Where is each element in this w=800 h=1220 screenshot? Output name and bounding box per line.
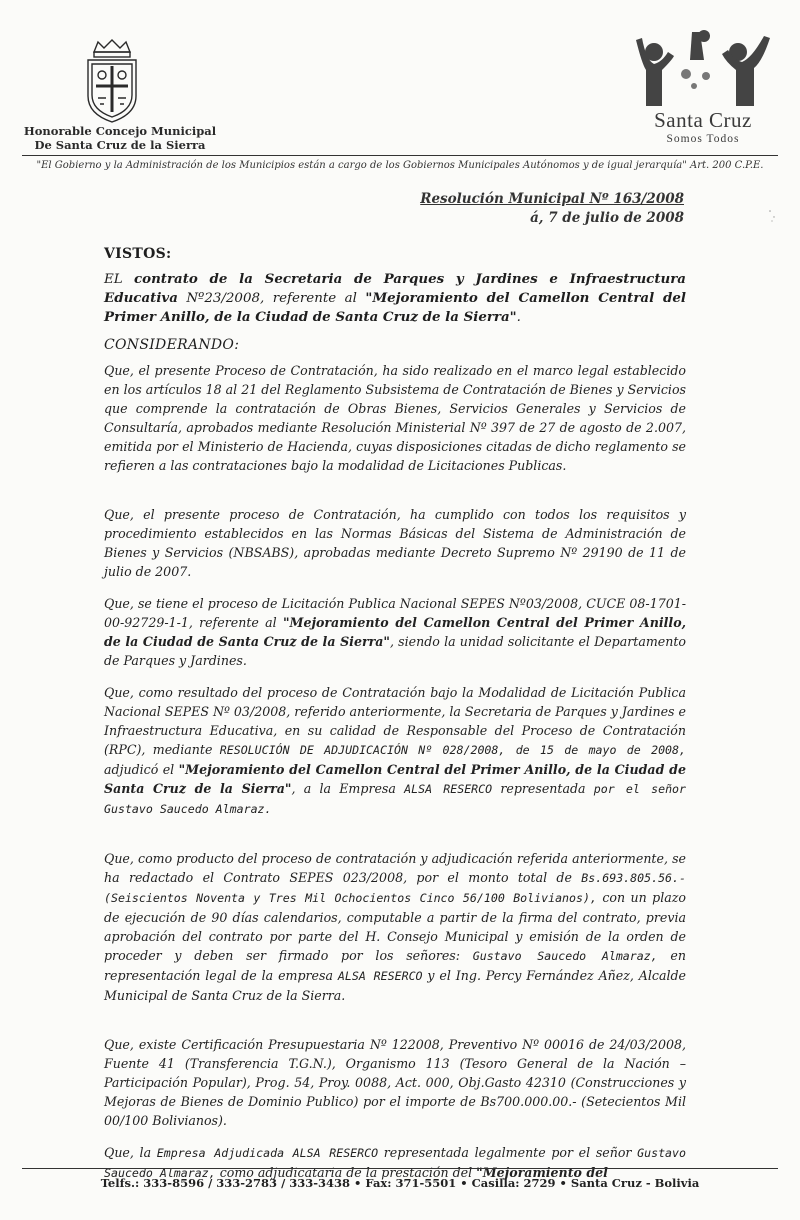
resolution-date: á, 7 de julio de 2008 — [530, 210, 684, 226]
resolution-number: Resolución Municipal Nº 163/2008 — [420, 191, 684, 207]
considerando-paragraph-2: Que, el presente proceso de Contratación, ha cumplido con todos los requisitos y procedimiento establecidos en las Normas Básicas del Sistema de Administración de Bienes y Servicios (NBSABS), aprobadas mediante Decreto Supremo Nº 29190 de 11 de julio de 2007. — [104, 507, 686, 579]
considerando-heading: CONSIDERANDO: — [104, 337, 240, 353]
considerando-paragraph-5: Que, como producto del proceso de contratación y adjudicación referida anteriormente, se ha redactado el Contrato SEPES 023/2008, por el monto total de Bs.693.805.56.- (Seiscientos Noventa y Tres Mil Ochocientos Cinco 56/100 Bolivianos), con un plazo de ejecución de 90 días calendarios, computable a partir de la firma del contrato, previa aprobación del contrato por parte del H. Consejo Municipal y emisión de la orden de proceder y deben ser firmado por los señores: Gustavo Saucedo Almaraz, en representación legal de la empresa ALSA RESERCO y el Ing. Percy Fernández Añez, Alcalde Municipal de Santa Cruz de la Sierra. — [104, 851, 686, 1003]
document-body — [104, 246, 686, 1183]
municipal-crest-icon — [82, 38, 142, 124]
people-figures-icon — [628, 30, 778, 108]
santa-cruz-logo — [628, 30, 778, 150]
header-divider — [22, 155, 778, 156]
considerando-paragraph-6: Que, existe Certificación Presupuestaria Nº 122008, Preventivo Nº 00016 de 24/03/2008, Fuente 41 (Transferencia T.G.N.), Organismo 113 (Tesoro General de la Nación – Participación Popular), Prog. 54, Proy. 0088, Act. 000, Obj.Gasto 42310 (Construcciones y Mejoras de Bienes de Dominio Publico) por el importe de Bs700.000.00.- (Setecientos Mil 00/100 Bolivianos). — [104, 1037, 686, 1128]
considerando-paragraph-3: Que, se tiene el proceso de Licitación Publica Nacional SEPES Nº03/2008, CUCE 08-1701-00-92729-1-1, referente al "Mejoramiento del Camellon Central del Primer Anillo, de la Ciudad de Santa Cruz de la Sierra", siendo la unidad solicitante el Departamento de Parques y Jardines. — [104, 596, 686, 668]
footer-divider — [22, 1168, 778, 1169]
council-name: Honorable Concejo Municipal De Santa Cruz de la Sierra — [23, 124, 217, 152]
constitution-motto: "El Gobierno y la Administración de los Municipios están a cargo de los Gobiernos Municipales Autónomos y de igual jerarquía" Art. 200 C.P.E. — [36, 160, 764, 171]
scan-speck-icon — [767, 208, 777, 224]
logo-name: Santa Cruz — [654, 108, 752, 132]
logo-tagline: Somos Todos — [666, 133, 740, 145]
vistos-paragraph: EL contrato de la Secretaria de Parques y Jardines e Infraestructura Educativa Nº23/2008, referente al "Mejoramiento del Camellon Central del Primer Anillo, de la Ciudad de Santa Cruz de la Sierra". — [104, 271, 686, 325]
considerando-paragraph-7: Que, la Empresa Adjudicada ALSA RESERCO representada legalmente por el señor Gustavo Saucedo Almaraz, como adjudicataria de la prestación del "Mejoramiento del — [104, 1145, 686, 1180]
vistos-heading: VISTOS: — [104, 246, 172, 262]
considerando-paragraph-4: Que, como resultado del proceso de Contratación bajo la Modalidad de Licitación Publica Nacional SEPES Nº 03/2008, referido anteriormente, la Secretaria de Parques y Jardines e Infraestructura Educativa, en su calidad de Responsable del Proceso de Contratación (RPC), mediante RESOLUCIÓN DE ADJUDICACIÓN Nº 028/2008, de 15 de mayo de 2008, adjudicó el "Mejoramiento del Camellon Central del Primer Anillo, de la Ciudad de Santa Cruz de la Sierra", a la Empresa ALSA RESERCO representada por el señor Gustavo Saucedo Almaraz. — [104, 685, 687, 816]
considerando-paragraph-1: Que, el presente Proceso de Contratación, ha sido realizado en el marco legal establecido en los artículos 18 al 21 del Reglamento Subsistema de Contratación de Bienes y Servicios que comprende la contratación de Obras Bienes, Servicios Generales y Servicios de Consultaría, aprobados mediante Resolución Ministerial Nº 397 de 27 de agosto de 2.007, emitida por el Ministerio de Hacienda, cuyas disposiciones citadas de dicho reglamento se refieren a las contrataciones bajo la modalidad de Licitaciones Publicas. — [104, 363, 686, 473]
footer-contact: Telfs.: 333-8596 / 333-2783 / 333-3438 • Fax: 371-5501 • Casilla: 2729 • Santa Cruz - Bolivia — [100, 1176, 700, 1190]
